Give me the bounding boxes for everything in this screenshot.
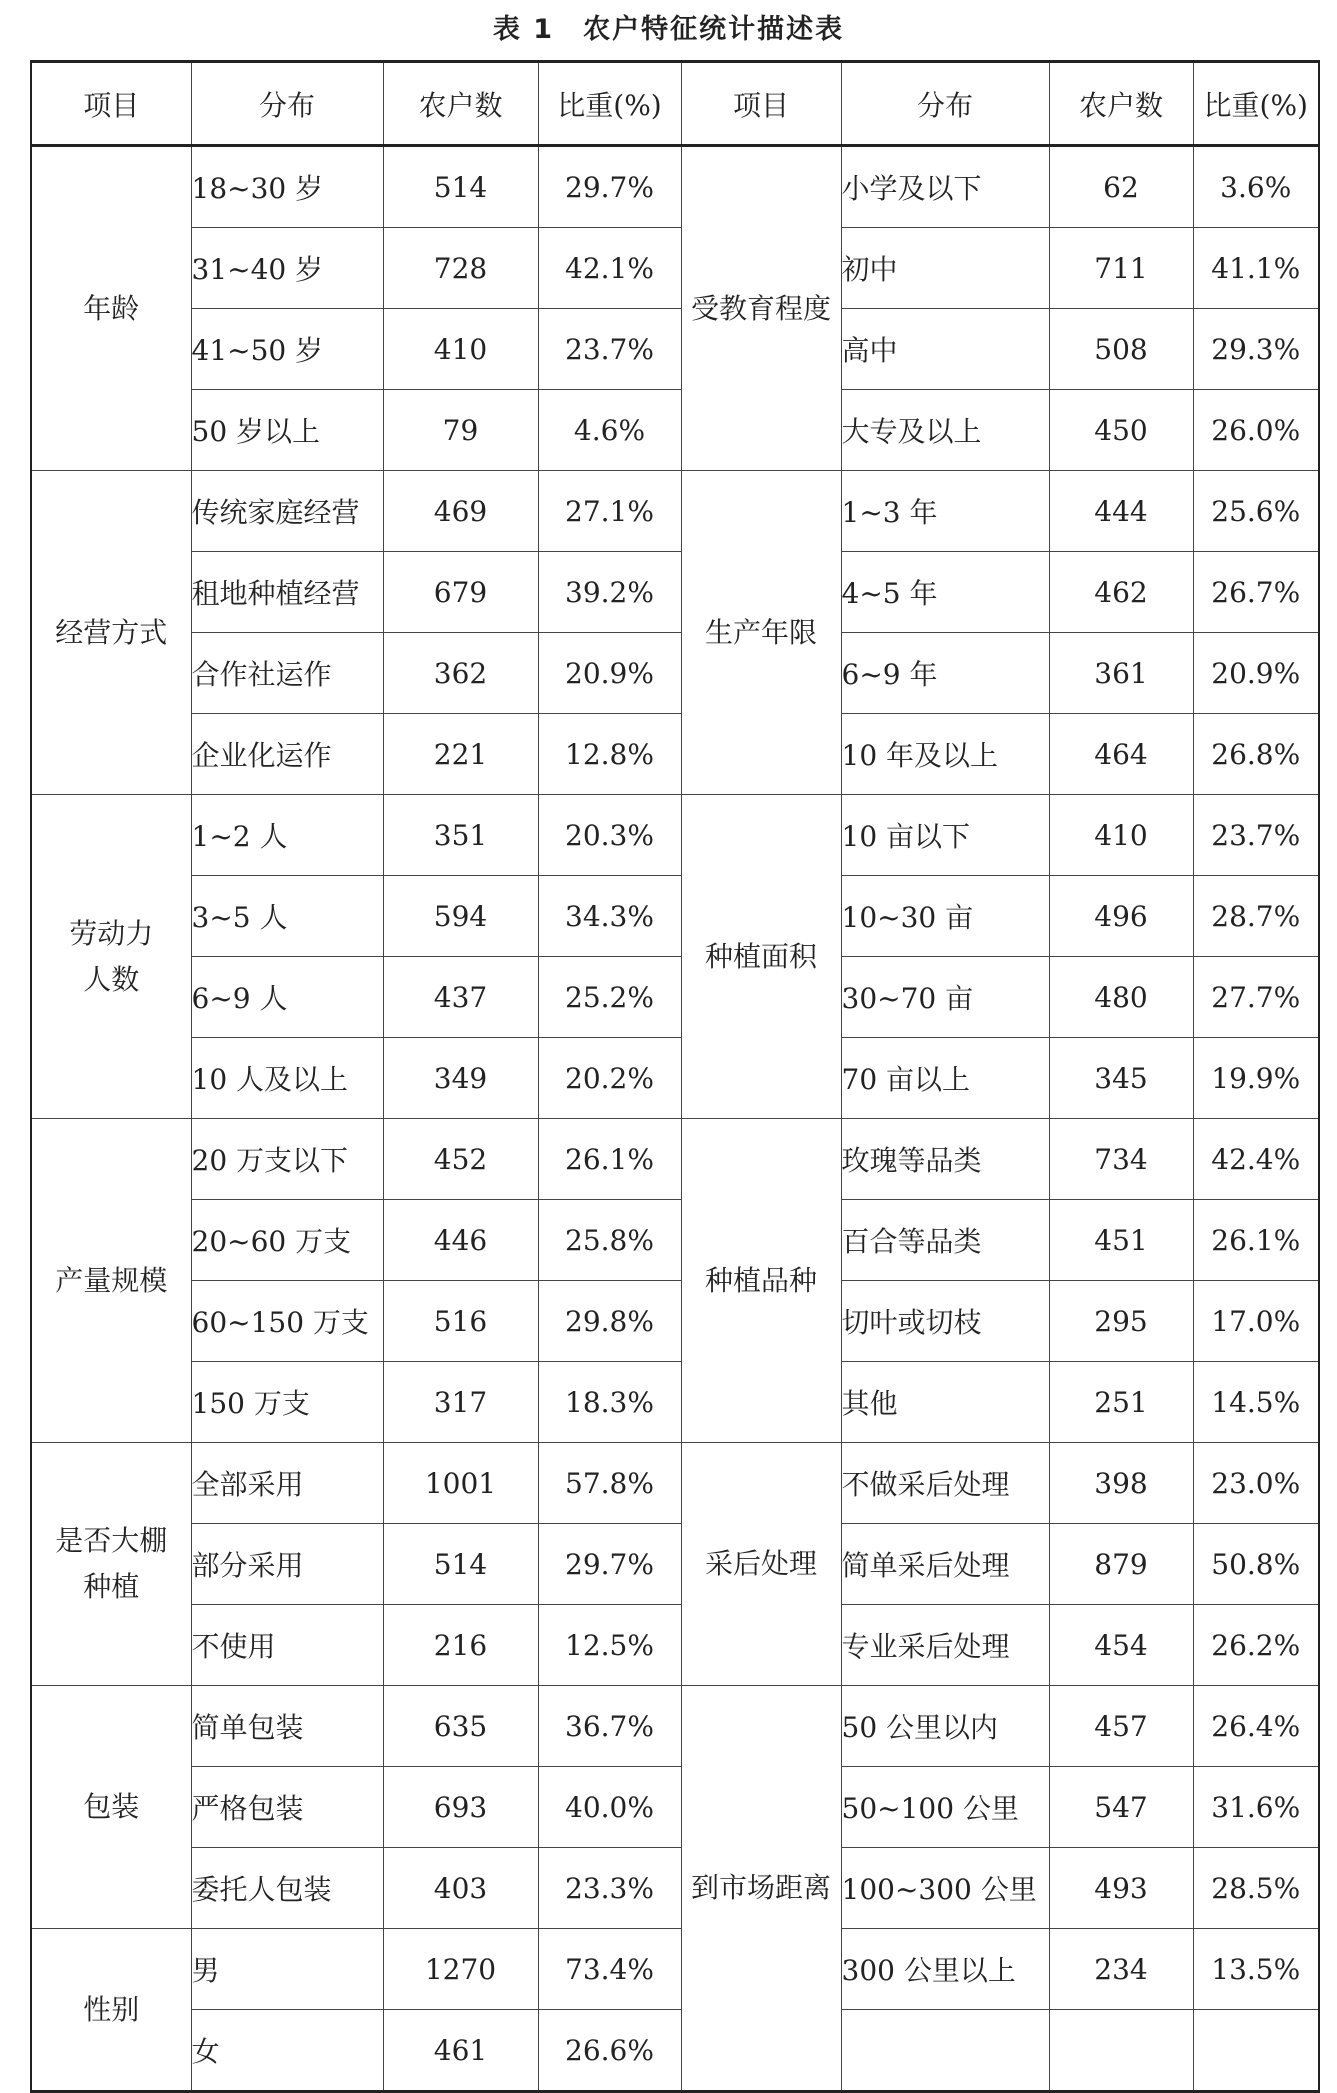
category-label: 到市场距离 bbox=[690, 1871, 831, 1904]
category-label: 采后处理 bbox=[704, 1547, 817, 1580]
household-count-cell-right: 464 bbox=[1049, 714, 1193, 795]
category-label: 年龄 bbox=[83, 291, 140, 325]
table-row bbox=[31, 1848, 1319, 1929]
share-cell-left: 73.4% bbox=[538, 1929, 681, 2010]
category-cell-left bbox=[31, 471, 191, 795]
distribution-cell-right: 简单采后处理 bbox=[841, 1524, 1049, 1605]
household-count-cell-left: 79 bbox=[383, 390, 538, 471]
share-cell-right: 23.0% bbox=[1193, 1443, 1319, 1524]
share-cell-right: 28.7% bbox=[1193, 876, 1319, 957]
distribution-cell-right: 玫瑰等品类 bbox=[841, 1119, 1049, 1200]
category-label: 受教育程度 bbox=[690, 291, 831, 325]
table-row bbox=[31, 1038, 1319, 1119]
distribution-cell-left: 50 岁以上 bbox=[191, 390, 383, 471]
category-cell-right bbox=[681, 795, 841, 1119]
share-cell-left: 23.7% bbox=[538, 309, 681, 390]
share-cell-left: 12.5% bbox=[538, 1605, 681, 1686]
table-row bbox=[31, 1362, 1319, 1443]
household-count-cell-left: 221 bbox=[383, 714, 538, 795]
distribution-cell-left: 部分采用 bbox=[191, 1524, 383, 1605]
table-row bbox=[31, 228, 1319, 309]
share-cell-left: 26.6% bbox=[538, 2010, 681, 2092]
share-cell-right: 42.4% bbox=[1193, 1119, 1319, 1200]
household-count-cell-left: 446 bbox=[383, 1200, 538, 1281]
distribution-cell-right: 切叶或切枝 bbox=[841, 1281, 1049, 1362]
table-row bbox=[31, 1443, 1319, 1524]
distribution-cell-right: 6~9 年 bbox=[841, 633, 1049, 714]
category-label: 劳动力 bbox=[69, 916, 154, 950]
household-count-cell-right: 879 bbox=[1049, 1524, 1193, 1605]
table-body bbox=[31, 146, 1319, 2092]
share-cell-left: 29.7% bbox=[538, 146, 681, 228]
share-cell-right: 31.6% bbox=[1193, 1767, 1319, 1848]
table-row bbox=[31, 1119, 1319, 1200]
household-count-cell-right: 361 bbox=[1049, 633, 1193, 714]
distribution-cell-right: 其他 bbox=[841, 1362, 1049, 1443]
table-row bbox=[31, 1767, 1319, 1848]
share-cell-right: 25.6% bbox=[1193, 471, 1319, 552]
distribution-cell-right: 10 亩以下 bbox=[841, 795, 1049, 876]
household-count-cell-right: 251 bbox=[1049, 1362, 1193, 1443]
distribution-cell-left: 10 人及以上 bbox=[191, 1038, 383, 1119]
table-row bbox=[31, 876, 1319, 957]
share-cell-left: 26.1% bbox=[538, 1119, 681, 1200]
household-count-cell-right: 508 bbox=[1049, 309, 1193, 390]
header-item-right: 项目 bbox=[681, 62, 841, 146]
distribution-cell-right: 不做采后处理 bbox=[841, 1443, 1049, 1524]
category-label: 是否大棚 bbox=[55, 1524, 168, 1557]
distribution-cell-right: 1~3 年 bbox=[841, 471, 1049, 552]
share-cell-right: 14.5% bbox=[1193, 1362, 1319, 1443]
share-cell-left: 18.3% bbox=[538, 1362, 681, 1443]
household-count-cell-right: 62 bbox=[1049, 146, 1193, 228]
header-item-left: 项目 bbox=[31, 62, 191, 146]
category-label: 经营方式 bbox=[55, 615, 168, 649]
share-cell-left: 27.1% bbox=[538, 471, 681, 552]
household-count-cell-left: 410 bbox=[383, 309, 538, 390]
household-count-cell-right: 457 bbox=[1049, 1686, 1193, 1767]
header-distribution-left: 分布 bbox=[191, 62, 383, 146]
table-row bbox=[31, 1281, 1319, 1362]
share-cell-right: 26.2% bbox=[1193, 1605, 1319, 1686]
share-cell-left: 29.7% bbox=[538, 1524, 681, 1605]
household-count-cell-left: 516 bbox=[383, 1281, 538, 1362]
distribution-cell-left: 不使用 bbox=[191, 1605, 383, 1686]
household-count-cell-left: 1270 bbox=[383, 1929, 538, 2010]
household-count-cell-right bbox=[1049, 2010, 1193, 2092]
distribution-cell-left: 31~40 岁 bbox=[191, 228, 383, 309]
share-cell-left: 40.0% bbox=[538, 1767, 681, 1848]
table-row bbox=[31, 714, 1319, 795]
distribution-cell-right: 10 年及以上 bbox=[841, 714, 1049, 795]
distribution-cell-left: 传统家庭经营 bbox=[191, 471, 383, 552]
table-row bbox=[31, 552, 1319, 633]
distribution-cell-left: 女 bbox=[191, 2010, 383, 2092]
category-cell-left bbox=[31, 1686, 191, 1929]
header-household-count-right: 农户数 bbox=[1049, 62, 1193, 146]
table-row bbox=[31, 795, 1319, 876]
distribution-cell-left: 150 万支 bbox=[191, 1362, 383, 1443]
table-row bbox=[31, 633, 1319, 714]
category-cell-right bbox=[681, 1686, 841, 2092]
share-cell-right: 50.8% bbox=[1193, 1524, 1319, 1605]
household-count-cell-right: 496 bbox=[1049, 876, 1193, 957]
share-cell-right: 28.5% bbox=[1193, 1848, 1319, 1929]
distribution-cell-right: 10~30 亩 bbox=[841, 876, 1049, 957]
distribution-cell-right: 300 公里以上 bbox=[841, 1929, 1049, 2010]
share-cell-left: 36.7% bbox=[538, 1686, 681, 1767]
share-cell-left: 42.1% bbox=[538, 228, 681, 309]
category-cell-left bbox=[31, 1443, 191, 1686]
household-count-cell-left: 216 bbox=[383, 1605, 538, 1686]
distribution-cell-right: 大专及以上 bbox=[841, 390, 1049, 471]
share-cell-right: 29.3% bbox=[1193, 309, 1319, 390]
household-count-cell-right: 295 bbox=[1049, 1281, 1193, 1362]
distribution-cell-left: 男 bbox=[191, 1929, 383, 2010]
share-cell-right: 13.5% bbox=[1193, 1929, 1319, 2010]
household-count-cell-left: 728 bbox=[383, 228, 538, 309]
share-cell-left: 25.8% bbox=[538, 1200, 681, 1281]
category-label: 性别 bbox=[83, 1992, 140, 2026]
household-count-cell-left: 679 bbox=[383, 552, 538, 633]
household-count-cell-left: 594 bbox=[383, 876, 538, 957]
household-count-cell-left: 349 bbox=[383, 1038, 538, 1119]
household-count-cell-left: 1001 bbox=[383, 1443, 538, 1524]
distribution-cell-right: 100~300 公里 bbox=[841, 1848, 1049, 1929]
table-row bbox=[31, 390, 1319, 471]
household-count-cell-right: 711 bbox=[1049, 228, 1193, 309]
share-cell-left: 23.3% bbox=[538, 1848, 681, 1929]
distribution-cell-right: 30~70 亩 bbox=[841, 957, 1049, 1038]
household-count-cell-right: 454 bbox=[1049, 1605, 1193, 1686]
household-count-cell-left: 693 bbox=[383, 1767, 538, 1848]
share-cell-left: 20.9% bbox=[538, 633, 681, 714]
household-count-cell-right: 734 bbox=[1049, 1119, 1193, 1200]
header-household-count-left: 农户数 bbox=[383, 62, 538, 146]
distribution-cell-left: 企业化运作 bbox=[191, 714, 383, 795]
share-cell-left: 34.3% bbox=[538, 876, 681, 957]
distribution-cell-left: 1~2 人 bbox=[191, 795, 383, 876]
table-row bbox=[31, 309, 1319, 390]
household-count-cell-left: 514 bbox=[383, 146, 538, 228]
share-cell-left: 25.2% bbox=[538, 957, 681, 1038]
header-share-left: 比重(%) bbox=[538, 62, 681, 146]
category-label: 人数 bbox=[83, 962, 140, 996]
share-cell-left: 57.8% bbox=[538, 1443, 681, 1524]
share-cell-right: 26.8% bbox=[1193, 714, 1319, 795]
distribution-cell-left: 20 万支以下 bbox=[191, 1119, 383, 1200]
share-cell-left: 20.3% bbox=[538, 795, 681, 876]
category-label: 生产年限 bbox=[704, 615, 817, 649]
household-count-cell-left: 461 bbox=[383, 2010, 538, 2092]
household-count-cell-right: 493 bbox=[1049, 1848, 1193, 1929]
household-count-cell-right: 410 bbox=[1049, 795, 1193, 876]
share-cell-left: 39.2% bbox=[538, 552, 681, 633]
share-cell-left: 29.8% bbox=[538, 1281, 681, 1362]
distribution-cell-left: 合作社运作 bbox=[191, 633, 383, 714]
share-cell-right: 41.1% bbox=[1193, 228, 1319, 309]
share-cell-right: 26.7% bbox=[1193, 552, 1319, 633]
share-cell-right: 23.7% bbox=[1193, 795, 1319, 876]
category-label: 包装 bbox=[83, 1790, 140, 1823]
household-count-cell-right: 462 bbox=[1049, 552, 1193, 633]
share-cell-right: 3.6% bbox=[1193, 146, 1319, 228]
distribution-cell-left: 41~50 岁 bbox=[191, 309, 383, 390]
table-title: 表 1 农户特征统计描述表 bbox=[492, 14, 845, 45]
table-row bbox=[31, 471, 1319, 552]
household-count-cell-left: 351 bbox=[383, 795, 538, 876]
distribution-cell-left: 租地种植经营 bbox=[191, 552, 383, 633]
distribution-cell-left: 严格包装 bbox=[191, 1767, 383, 1848]
household-count-cell-left: 403 bbox=[383, 1848, 538, 1929]
distribution-cell-left: 18~30 岁 bbox=[191, 146, 383, 228]
distribution-cell-left: 6~9 人 bbox=[191, 957, 383, 1038]
share-cell-right: 20.9% bbox=[1193, 633, 1319, 714]
distribution-cell-right: 70 亩以上 bbox=[841, 1038, 1049, 1119]
table-row bbox=[31, 1200, 1319, 1281]
header-distribution-right: 分布 bbox=[841, 62, 1049, 146]
category-cell-left bbox=[31, 1119, 191, 1443]
share-cell-left: 12.8% bbox=[538, 714, 681, 795]
category-cell-left bbox=[31, 146, 191, 471]
household-count-cell-right: 451 bbox=[1049, 1200, 1193, 1281]
header-row bbox=[31, 62, 1319, 146]
household-count-cell-right: 398 bbox=[1049, 1443, 1193, 1524]
share-cell-right: 26.0% bbox=[1193, 390, 1319, 471]
table-row bbox=[31, 1605, 1319, 1686]
table-row bbox=[31, 2010, 1319, 2092]
distribution-cell-left: 20~60 万支 bbox=[191, 1200, 383, 1281]
distribution-cell-left: 委托人包装 bbox=[191, 1848, 383, 1929]
household-count-cell-right: 234 bbox=[1049, 1929, 1193, 2010]
category-cell-right bbox=[681, 1119, 841, 1443]
table-row bbox=[31, 1686, 1319, 1767]
category-cell-left bbox=[31, 795, 191, 1119]
share-cell-right: 17.0% bbox=[1193, 1281, 1319, 1362]
share-cell-right: 26.4% bbox=[1193, 1686, 1319, 1767]
share-cell-right: 27.7% bbox=[1193, 957, 1319, 1038]
household-count-cell-left: 317 bbox=[383, 1362, 538, 1443]
share-cell-left: 4.6% bbox=[538, 390, 681, 471]
distribution-cell-right: 50 公里以内 bbox=[841, 1686, 1049, 1767]
farm-household-stats-table bbox=[30, 60, 1320, 2093]
household-count-cell-right: 480 bbox=[1049, 957, 1193, 1038]
share-cell-left: 20.2% bbox=[538, 1038, 681, 1119]
household-count-cell-left: 514 bbox=[383, 1524, 538, 1605]
category-cell-right bbox=[681, 1443, 841, 1686]
distribution-cell-left: 简单包装 bbox=[191, 1686, 383, 1767]
household-count-cell-left: 635 bbox=[383, 1686, 538, 1767]
distribution-cell-right bbox=[841, 2010, 1049, 2092]
distribution-cell-right: 高中 bbox=[841, 309, 1049, 390]
household-count-cell-right: 444 bbox=[1049, 471, 1193, 552]
table-row bbox=[31, 957, 1319, 1038]
distribution-cell-right: 初中 bbox=[841, 228, 1049, 309]
household-count-cell-left: 469 bbox=[383, 471, 538, 552]
distribution-cell-right: 百合等品类 bbox=[841, 1200, 1049, 1281]
category-cell-right bbox=[681, 471, 841, 795]
distribution-cell-left: 全部采用 bbox=[191, 1443, 383, 1524]
household-count-cell-left: 362 bbox=[383, 633, 538, 714]
table-row bbox=[31, 1929, 1319, 2010]
household-count-cell-right: 547 bbox=[1049, 1767, 1193, 1848]
header-share-right: 比重(%) bbox=[1193, 62, 1319, 146]
household-count-cell-right: 345 bbox=[1049, 1038, 1193, 1119]
share-cell-right: 19.9% bbox=[1193, 1038, 1319, 1119]
category-cell-left bbox=[31, 1929, 191, 2092]
category-label: 种植品种 bbox=[704, 1263, 817, 1297]
distribution-cell-left: 3~5 人 bbox=[191, 876, 383, 957]
table-row bbox=[31, 1524, 1319, 1605]
household-count-cell-left: 452 bbox=[383, 1119, 538, 1200]
household-count-cell-right: 450 bbox=[1049, 390, 1193, 471]
category-label: 产量规模 bbox=[55, 1263, 168, 1297]
category-label: 种植 bbox=[83, 1570, 140, 1603]
distribution-cell-right: 50~100 公里 bbox=[841, 1767, 1049, 1848]
share-cell-right: 26.1% bbox=[1193, 1200, 1319, 1281]
category-label: 种植面积 bbox=[704, 939, 817, 973]
household-count-cell-left: 437 bbox=[383, 957, 538, 1038]
distribution-cell-left: 60~150 万支 bbox=[191, 1281, 383, 1362]
distribution-cell-right: 专业采后处理 bbox=[841, 1605, 1049, 1686]
distribution-cell-right: 4~5 年 bbox=[841, 552, 1049, 633]
distribution-cell-right: 小学及以下 bbox=[841, 146, 1049, 228]
share-cell-right bbox=[1193, 2010, 1319, 2092]
category-cell-right bbox=[681, 146, 841, 471]
table-row bbox=[31, 146, 1319, 228]
